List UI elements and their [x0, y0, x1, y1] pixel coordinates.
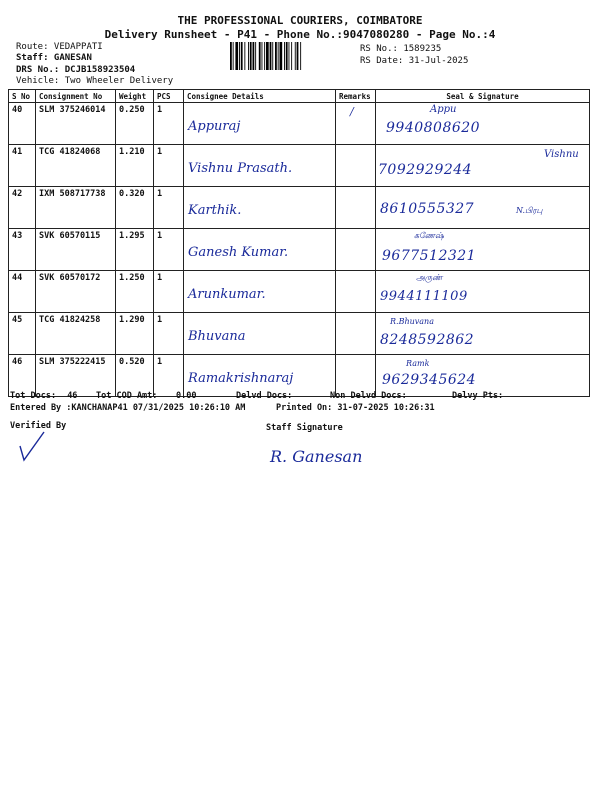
consignee-handwriting: Bhuvana — [188, 329, 246, 344]
table-row — [9, 229, 590, 271]
cell-consignee — [184, 145, 336, 187]
signature: Ramk — [406, 359, 430, 368]
cell-seal-signature — [376, 187, 590, 229]
phone-handwriting: 7092929244 — [378, 162, 473, 178]
runsheet-table — [8, 89, 590, 397]
cell-consignment: TCG 41824258 — [36, 313, 116, 355]
signature: N.பிரபு — [516, 206, 543, 215]
remarks-mark: / — [350, 105, 354, 118]
rs-number: RS No.: 1589235 — [360, 44, 442, 54]
col-seal-signature: Seal & Signature — [376, 90, 590, 103]
route: Route: VEDAPPATI — [16, 42, 103, 52]
cell-consignee — [184, 271, 336, 313]
cell-weight: 1.290 — [116, 313, 154, 355]
delvd-docs-label: Delvd Docs: — [236, 391, 293, 401]
table-row — [9, 187, 590, 229]
cell-sno: 42 — [9, 187, 36, 229]
cell-seal-signature — [376, 313, 590, 355]
cell-weight: 1.210 — [116, 145, 154, 187]
vehicle: Vehicle: Two Wheeler Delivery — [16, 76, 174, 86]
cell-sno: 46 — [9, 355, 36, 397]
cell-seal-signature — [376, 145, 590, 187]
phone-handwriting: 8610555327 — [380, 201, 475, 217]
runsheet-subtitle: Delivery Runsheet - P41 - Phone No.:9047080280 - Page No.:4 — [104, 28, 496, 41]
table-header-row — [9, 90, 590, 103]
cell-pcs: 1 — [154, 103, 184, 145]
tot-docs-value: 46 — [67, 391, 78, 401]
table-row — [9, 313, 590, 355]
cell-consignment: TCG 41824068 — [36, 145, 116, 187]
cell-pcs: 1 — [154, 355, 184, 397]
consignee-handwriting: Ramakrishnaraj — [188, 371, 294, 386]
staff-signature: R. Ganesan — [270, 447, 363, 466]
company-title: THE PROFESSIONAL COURIERS, COIMBATORE — [177, 14, 423, 27]
cell-sno: 43 — [9, 229, 36, 271]
cell-remarks — [336, 187, 376, 229]
col-remarks: Remarks — [336, 90, 376, 103]
cell-weight: 1.250 — [116, 271, 154, 313]
cell-pcs: 1 — [154, 187, 184, 229]
phone-handwriting: 9629345624 — [382, 372, 477, 388]
phone-handwriting: 9944111109 — [380, 289, 468, 304]
signature: Appu — [430, 104, 457, 115]
drs-number: DRS No.: DCJB158923504 — [16, 65, 136, 75]
consignee-handwriting: Vishnu Prasath. — [188, 161, 293, 176]
tot-cod-value: 0.00 — [176, 391, 197, 401]
cell-pcs: 1 — [154, 271, 184, 313]
col-consignment: Consignment No — [36, 90, 116, 103]
rs-date: RS Date: 31-Jul-2025 — [360, 56, 469, 66]
cell-remarks — [336, 313, 376, 355]
cell-weight: 0.520 — [116, 355, 154, 397]
cell-weight: 1.295 — [116, 229, 154, 271]
consignee-handwriting: Ganesh Kumar. — [188, 245, 289, 260]
cell-remarks — [336, 229, 376, 271]
cell-remarks — [336, 103, 376, 145]
consignee-handwriting: Karthik. — [188, 203, 242, 218]
signature: Vishnu — [544, 149, 579, 160]
non-delvd-docs-label: Non Delvd Docs: — [330, 391, 407, 401]
signature: கணேஷ் — [414, 231, 444, 240]
cell-consignee — [184, 313, 336, 355]
entered-by: Entered By :KANCHANAP41 07/31/2025 10:26:10 AM — [10, 403, 246, 413]
cell-seal-signature — [376, 103, 590, 145]
col-pcs: PCS — [154, 90, 184, 103]
cell-consignee — [184, 103, 336, 145]
cell-consignment: SLM 375246014 — [36, 103, 116, 145]
consignee-handwriting: Arunkumar. — [188, 287, 266, 302]
cell-consignment: SVK 60570115 — [36, 229, 116, 271]
footer-totals-line — [10, 391, 77, 401]
table-row — [9, 145, 590, 187]
table-row — [9, 103, 590, 145]
cell-sno: 40 — [9, 103, 36, 145]
signature: R.Bhuvana — [390, 317, 434, 326]
cell-remarks — [336, 271, 376, 313]
consignee-handwriting: Appuraj — [188, 119, 241, 134]
cell-consignee — [184, 229, 336, 271]
cell-remarks — [336, 145, 376, 187]
cell-weight: 0.250 — [116, 103, 154, 145]
phone-handwriting: 9940808620 — [386, 120, 481, 136]
tot-cod-label: Tot COD Amt: — [96, 391, 158, 401]
signature: அருண் — [416, 273, 443, 282]
col-weight: Weight — [116, 90, 154, 103]
cell-pcs: 1 — [154, 229, 184, 271]
phone-handwriting: 9677512321 — [382, 248, 477, 264]
cell-pcs: 1 — [154, 145, 184, 187]
delvy-pts-label: Delvy Pts: — [452, 391, 504, 401]
col-consignee: Consignee Details — [184, 90, 336, 103]
cell-seal-signature — [376, 271, 590, 313]
cell-consignment: SVK 60570172 — [36, 271, 116, 313]
cell-sno: 45 — [9, 313, 36, 355]
cell-consignment: IXM 508717738 — [36, 187, 116, 229]
cell-consignment: SLM 375222415 — [36, 355, 116, 397]
cell-seal-signature — [376, 229, 590, 271]
tot-docs-label: Tot Docs: — [10, 391, 57, 401]
cell-sno: 44 — [9, 271, 36, 313]
cell-consignee — [184, 187, 336, 229]
col-sno: S No — [9, 90, 36, 103]
staff-signature-label: Staff Signature — [266, 423, 343, 433]
cell-sno: 41 — [9, 145, 36, 187]
phone-handwriting: 8248592862 — [380, 332, 475, 348]
staff: Staff: GANESAN — [16, 53, 92, 63]
cell-weight: 0.320 — [116, 187, 154, 229]
printed-on: Printed On: 31-07-2025 10:26:31 — [276, 403, 435, 413]
table-row — [9, 271, 590, 313]
verified-by-label: Verified By — [10, 421, 67, 431]
cell-pcs: 1 — [154, 313, 184, 355]
barcode — [229, 42, 354, 70]
verified-signature-mark — [14, 430, 54, 466]
